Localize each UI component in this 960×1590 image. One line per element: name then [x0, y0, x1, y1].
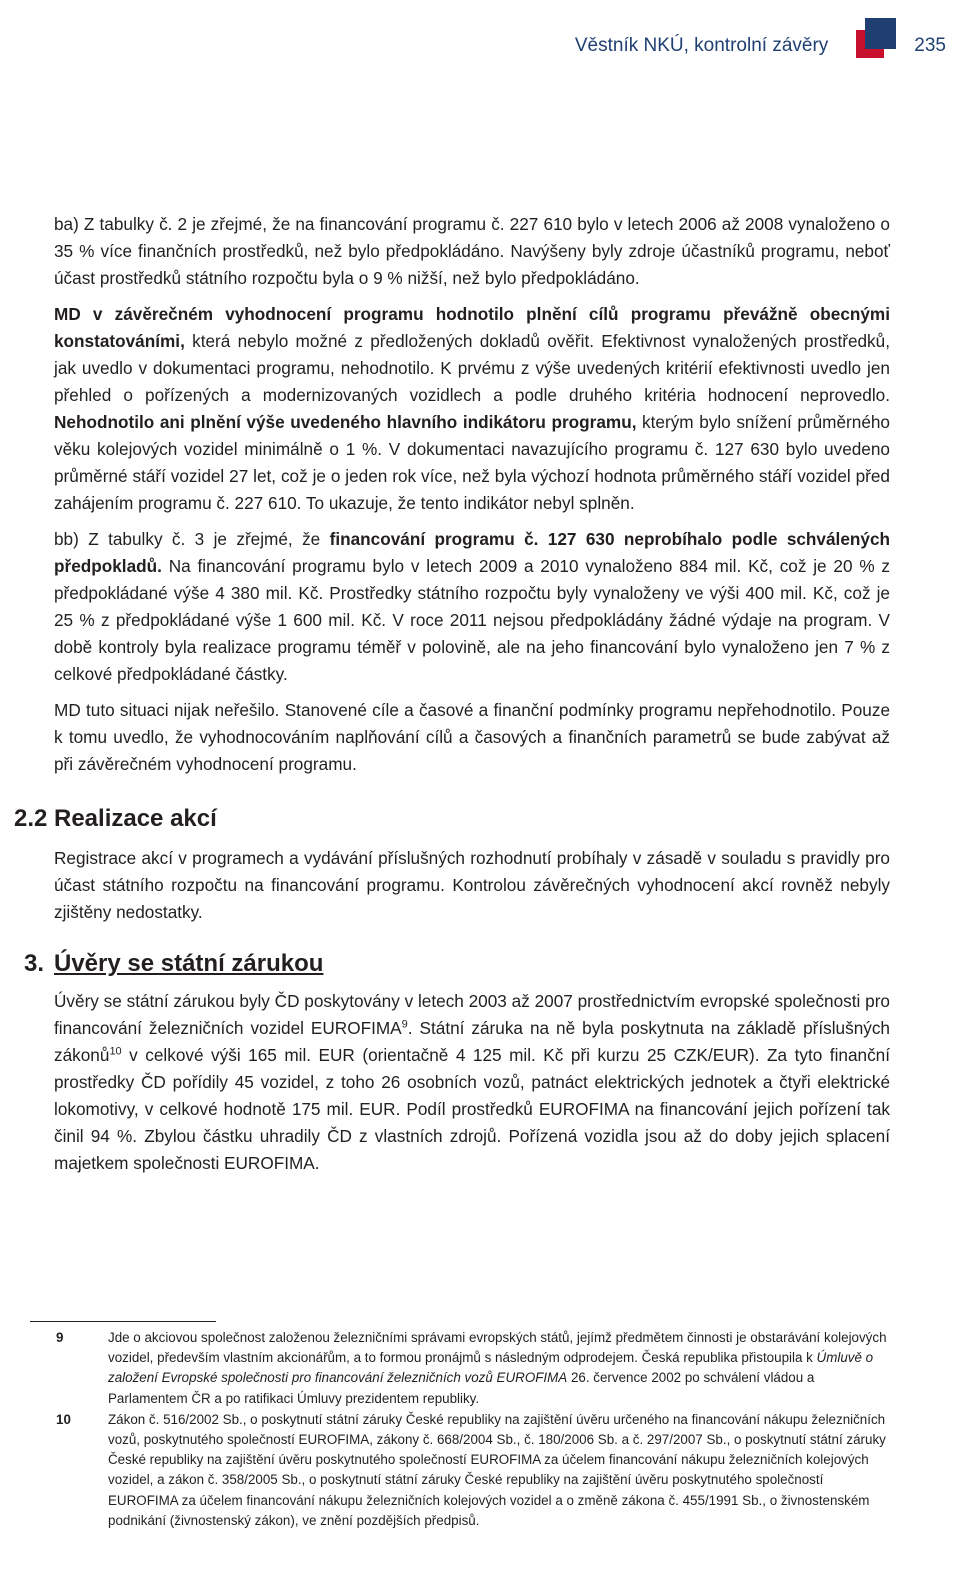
footnote-text: Zákon č. 516/2002 Sb., o poskytnutí státní záruky České republiky na zajištění úvěru určeného na financování nákupu železničních vozů, poskytnutého společností EUROFIMA, zákony č. 668/2004 Sb., č. 180/2006 Sb. a č. 297/2007 Sb., o poskytnutí státní záruky České republiky na zajištění úvěru poskytnutého společností EUROFIMA za účelem financování nákupu železničních kolejových vozidel, a zákon č. 358/2005 Sb., o poskytnutí státní záruky České republiky na zajištění úvěru poskytnutého společností EUROFIMA za účelem financování nákupu železničních kolejových vozidel a o změně zákona č. 455/1991 Sb., o živnostenském podnikání (živnostenský zákon), ve znění pozdějších předpisů. [108, 1411, 886, 1528]
logo-blue-square [865, 18, 896, 49]
footnote-number: 9 [56, 1330, 64, 1345]
paragraph-bb: bb) Z tabulky č. 3 je zřejmé, že financování programu č. 127 630 neprobíhalo podle schválených předpokladů. Na financování programu bylo v letech 2009 a 2010 vynaloženo 884 mil. Kč, což je 20 % z předpokládané výše 4 380 mil. Kč. Prostředky státního rozpočtu byly vynaloženy ve výši 400 mil. Kč, což je 25 % z předpokládané výše 1 600 mil. Kč. V roce 2011 nejsou předpokládány žádné výdaje na program. V době kontroly byla realizace programu téměř v polovině, ale na jeho financování bylo vynaloženo jen 7 % z celkové předpokládané částky. [54, 529, 890, 684]
footnote-10 [56, 1410, 896, 1531]
footnote-divider [30, 1321, 216, 1322]
footnotes [56, 1328, 896, 1532]
journal-title: Věstník NKÚ, kontrolní závěry [574, 35, 829, 56]
page-number: 235 [914, 35, 946, 56]
paragraph-md-situation: MD tuto situaci nijak neřešilo. Stanovené cíle a časové a finanční podmínky programu nepřehodnotilo. Pouze k tomu uvedlo, že vyhodnocováním naplňování cílů a časových a finančních parametrů se bude zabývat až při závěrečném vyhodnocení programu. [54, 700, 890, 774]
paragraph-ba: ba) Z tabulky č. 2 je zřejmé, že na financování programu č. 227 610 bylo v letech 2006 až 2008 vynaloženo o 35 % více finančních prostředků, než bylo předpokládáno. Navýšeny byly zdroje účastníků programu, neboť účast prostředků státního rozpočtu byla o 9 % nižší, než bylo předpokládáno. [54, 214, 890, 288]
paragraph-registrace: Registrace akcí v programech a vydávání příslušných rozhodnutí probíhaly v zásadě v souladu s pravidly pro účast státního rozpočtu na financování programu. Kontrolou závěrečných vyhodnocení akcí rovněž nebyly zjištěny nedostatky. [54, 848, 890, 922]
bold-text: MD v závěrečném vyhodnocení programu hodnotilo plnění cílů programu převážně obecnými konstatováními, [54, 304, 890, 351]
footnote-ref-10[interactable]: 10 [109, 1045, 122, 1058]
footnote-9 [56, 1328, 896, 1409]
section-heading-3: 3. Úvěry se státní zárukou [24, 950, 324, 977]
footnote-number: 10 [56, 1411, 71, 1427]
page-header [0, 26, 946, 66]
paragraph-md-evaluation: MD v závěrečném vyhodnocení programu hodnotilo plnění cílů programu převážně obecnými konstatováními, která nebylo možné z předložených dokladů ověřit. Efektivnost vynaložených prostředků, jak uvedlo v dokumentaci programu, nehodnotilo. K prvému z výše uvedených kritérií efektivnosti uvedlo jen přehled o pořízených a modernizovaných vozidlech a podle druhého kritéria hodnocení neprovedlo. Nehodnotilo ani plnění výše uvedeného hlavního indikátoru programu, kterým bylo snížení průměrného věku kolejových vozidel minimálně o 1 %. V dokumentaci navazujícího programu č. 127 630 bylo uvedeno průměrné stáří vozidel 27 let, což je o jeden rok více, než byla výchozí hodnota průměrného stáří vozidel před zahájením programu č. 227 610. To ukazuje, že tento indikátor nebyl splněn. [54, 304, 890, 513]
bold-text: financování programu č. 127 630 neprobíhalo podle schválených předpokladů. [54, 529, 890, 576]
footnote-ref-9[interactable]: 9 [401, 1018, 408, 1031]
section-heading-2-2: 2.2 Realizace akcí [14, 805, 217, 832]
paragraph-uvery: Úvěry se státní zárukou byly ČD poskytovány v letech 2003 až 2007 prostřednictvím evropské společnosti pro financování železničních vozidel EUROFIMA$^9$. Státní záruka na ně byla poskytnuta na základě příslušných zákonů$^{10}$ v celkové výši 165 mil. EUR (orientačně 4 125 mil. Kč při kurzu 25 CZK/EUR). Za tyto finanční prostředky ČD pořídily 45 vozidel, z toho 26 osobních vozů, patnáct elektrických jednotek a čtyři elektrické lokomotivy, v celkové hodnotě 175 mil. EUR. Podíl prostředků EUROFIMA na financování jejich pořízení tak činil 94 %. Zbylou částku uhradily ČD z vlastních zdrojů. Pořízená vozidla jsou až do doby jejich splacení majetkem společnosti EUROFIMA. [54, 991, 890, 1173]
main-content [14, 211, 890, 1186]
footnote-text: Jde o akciovou společnost založenou železničními správami evropských států, jejímž předmětem činnosti je obstarávání kolejových vozidel, především vlastním akcionářům, a to formou pronájmů s následným odprodejem. Česká republika přistoupila k Úmluvě o založení Evropské společnosti pro financování železničních vozů EUROFIMA 26. července 2002 po schválení vládou a Parlamentem ČR a po ratifikaci Úmluvy prezidentem republiky. [108, 1330, 887, 1406]
bold-text: Nehodnotilo ani plnění výše uvedeného hlavního indikátoru programu, [54, 412, 637, 432]
nku-logo-icon [856, 18, 896, 58]
